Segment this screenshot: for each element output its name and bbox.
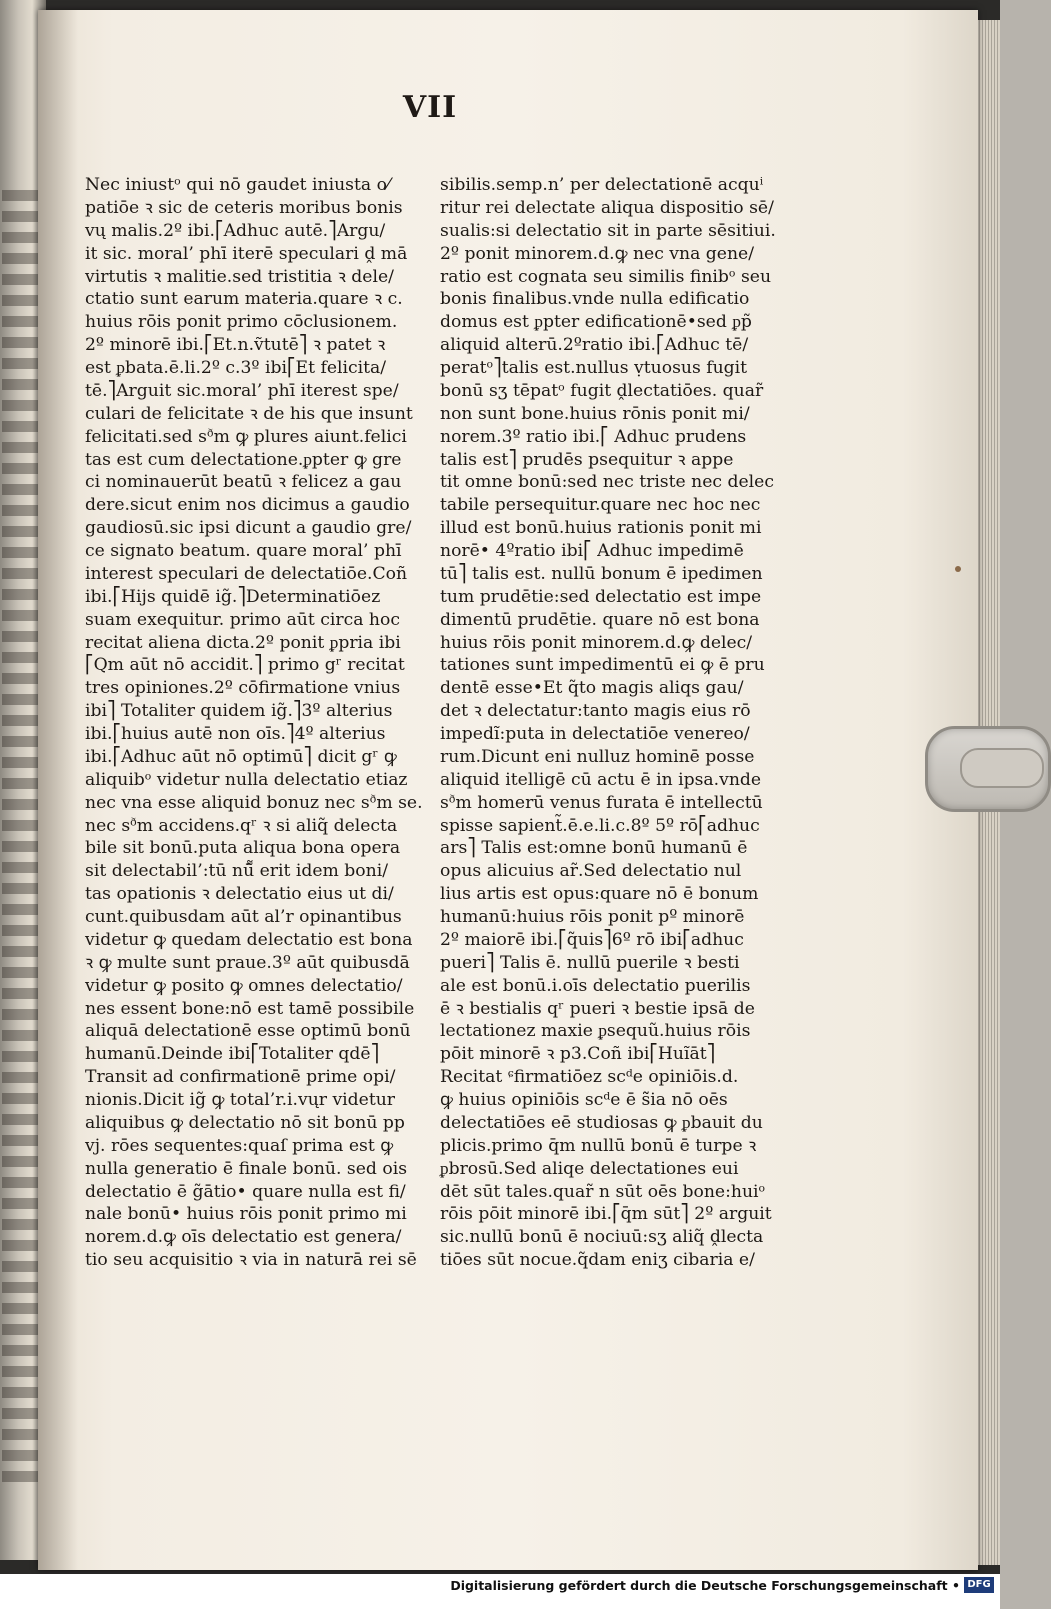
text-line: vų malis.2º ibi.⎡Adhuc autē.⎤Argu/ [85,220,386,241]
text-line: sit delectabil’:tū nū̃̃ erit idem boni/ [85,861,388,882]
text-line: rum.Dicunt eni nulluz hominē posse [440,746,755,767]
text-line: tē.⎤Arguit sic.moral’ phī iterest spe/ [85,380,399,401]
text-line: non sunt bone.huius rōnis ponit mi/ [440,403,750,424]
text-line: videtur ꝙ posito ꝙ omnes delectatio/ [85,975,403,996]
text-line: norem.3º ratio ibi.⎡ Adhuc prudens [440,426,747,447]
text-line: nale bonū• huius rōis ponit primo mi [85,1204,407,1225]
paper-spot [955,566,961,572]
text-line: 2º maiorē ibi.⎡q̃uis⎤6º rō ibi⎡adhuc [440,929,744,950]
text-line: nes essent bone:nō est tamē possibile [85,998,415,1019]
text-line: ᵱbrosū.Sed aliqe delectationes eui [440,1158,739,1179]
text-line: bile sit bonū.puta aliqua bona opera [85,838,401,859]
text-line: aliquid itelligē cū actu ē in ipsa.vnde [440,769,762,790]
text-line: 2º minorē ibi.⎡Et.n.ṽtutē⎤ ꝛ patet ꝛ [85,335,386,356]
text-line: 2º ponit minorem.d.ꝙ nec vna gene/ [440,243,754,264]
text-line: illud est bonū.huius rationis ponit mi [440,518,762,539]
dfg-logo: DFG [964,1577,994,1593]
text-line: lius artis est opus:quare nō ē bonum [440,884,759,905]
text-line: lectationez maxie ᵱsequũ.huius rōis [440,1021,751,1042]
text-line: dimentū prudētie. quare nō est bona [440,609,760,630]
text-line: aliquā delectationē esse optimū bonū [85,1021,411,1042]
text-column-right [440,174,776,1272]
text-line: ritur rei delectate aliqua dispositio sē/ [440,197,774,218]
page-clip-inner [960,748,1044,788]
text-line: tas opationis ꝛ delectatio eius ut di/ [85,884,394,905]
text-line: plicis.primo q̄m nullū bonū ē turpe ꝛ [440,1135,757,1156]
text-line: cunt.quibusdam aūt al’r opinantibus [85,907,402,927]
text-line: spisse sapient̃.ē.e.li.c.8º 5º rō⎡adhuc [440,815,760,836]
facing-page-text-fragment [2,190,38,1490]
text-line: bonū sʒ tēpatᵒ fugit ḓlectatiōes. quar̃ [440,380,764,401]
text-line: tit omne bonū:sed nec triste nec delec [440,472,774,493]
text-line: dentē esse•Et q̃to magis aliqs gau/ [440,678,744,699]
text-line: ꝙ huius opiniōis scᵈe ē s̃̃ia nō oēs [440,1090,728,1110]
text-line: dēt sūt tales.quar̃ n sūt oēs bone:huiᵒ [440,1181,766,1202]
text-line: ctatio sunt earum materia.quare ꝛ c. [85,289,403,310]
text-line: nec vna esse aliquid bonuz nec sᶞm se. [85,792,423,813]
text-line: videtur ꝙ quedam delectatio est bona [85,929,413,950]
text-line: felicitati.sed sᶞm ꝙ plures aiunt.felici [85,426,407,447]
text-line: it sic. moral’ phī iterē speculari ḓ mā [85,243,408,264]
text-line: ce signato beatum. quare moral’ phī [85,541,402,561]
text-line: pueri⎤ Talis ē. nullū puerile ꝛ besti [440,952,740,973]
text-line: tum prudētie:sed delectatio est impe [440,586,762,607]
text-line: delectatiōes eē studiosas ꝙ ᵱbauit du [440,1112,763,1133]
text-line: culari de felicitate ꝛ de his que insunt [85,403,413,424]
text-line: ratio est cognata seu similis finibᵒ seu [440,266,772,287]
text-line: ibi⎤ Totaliter quidem ig̃.⎤3º alterius [85,701,393,722]
text-line: sic.nullū bonū ē nociuū:sʒ aliq̃ ḓlecta [440,1227,764,1248]
text-line: sᶞm homerū venus furata ē intellectū [440,792,763,813]
text-line: nulla generatio ē finale bonū. sed ois [85,1158,408,1179]
text-line: delectatio ē g̃ātio• quare nulla est fi/ [85,1181,406,1202]
text-line: talis est⎤ prudēs psequitur ꝛ appe [440,449,734,470]
text-line: sibilis.semp.n’ per delectationē acquⁱ [440,175,764,195]
text-line: ꝛ ꝙ multe sunt praue.3º aūt quibusdā [85,952,410,973]
text-line: Transit ad confirmationē prime opi/ [85,1067,396,1088]
text-line: nionis.Dicit ig̃ ꝙ total’r.i.vųr videtur [85,1090,396,1110]
text-line: sualis:si delectatio sit in parte sēsitiui. [440,220,776,241]
text-line: rōis pōit minorē ibi.⎡q̄m sūt⎤ 2º arguit [440,1204,772,1225]
text-line: ibi.⎡Hijs quidē ig̃.⎤Determinatiōez [85,586,381,607]
text-line: vj. rōes sequentes:quaſ prima est ꝙ [85,1135,394,1156]
text-line: norē• 4ºratio ibi⎡ Adhuc impedimē [440,541,744,561]
text-line: Nec iniustᵒ qui nō gaudet iniusta o⁄ [85,175,390,195]
text-line: nec sᶞm accidens.qʳ ꝛ si aliq̃ delecta [85,815,398,836]
text-line: interest speculari de delectatiōe.Coñ [85,563,408,584]
text-line: huius rōis ponit minorem.d.ꝙ delec/ [440,632,753,653]
text-line: ci nominauerūt beatū ꝛ felicez a gau [85,472,402,493]
text-line: dere.sicut enim nos dicimus a gaudio [85,495,410,516]
text-line: ibi.⎡Adhuc aūt nō optimū⎤ dicit gʳ ꝙ [85,746,397,767]
text-line: tabile persequitur.quare nec hoc nec [440,495,761,516]
gutter-shadow [38,10,78,1570]
text-line: tiōes sūt nocue.q̃dam eniʒ cibaria e/ [440,1250,755,1271]
text-line: patiōe ꝛ sic de ceteris moribus bonis [85,197,403,218]
text-line: ibi.⎡huius autē non oīs.⎤4º alterius [85,724,386,744]
text-line: impedĩ:puta in delectatiōe venereo/ [440,724,750,744]
text-line: aliquibus ꝙ delectatio nō sit bonū pp [85,1112,405,1133]
text-line: ars⎤ Talis est:omne bonū humanū ē [440,838,748,859]
text-line: est ᵱbata.ē.li.2º c.3º ibi⎡Et felicita/ [85,358,387,378]
text-line: norem.d.ꝙ oīs delectatio est genera/ [85,1227,402,1248]
text-line: tationes sunt impedimentū ei ꝙ ē pru [440,655,765,676]
text-line: ale est bonū.i.oīs delectatio puerilis [440,975,751,996]
text-line: humanū.Deinde ibi⎡Totaliter qdē⎤ [85,1044,380,1065]
footer-credit: Digitalisierung gefördert durch die Deutsche Forschungsgemeinschaft • [450,1578,960,1593]
text-line: suam exequitur. primo aūt circa hoc [85,609,400,630]
folio-number: VII [402,90,458,125]
text-line: domus est ᵱpter edificationē•sed ᵱp̃ [440,312,752,333]
text-column-left [85,174,423,1272]
text-line: opus alicuius ar̃.Sed delectatio nul [440,861,742,882]
text-line: gaudiosū.sic ipsi dicunt a gaudio gre/ [85,518,412,539]
text-line: aliquid alterū.2ºratio ibi.⎡Adhuc tē/ [440,335,749,356]
text-line: huius rōis ponit primo cōclusionem. [85,312,398,333]
text-line: det ꝛ delectatur:tanto magis eius rō [440,701,751,722]
text-line: humanū:huius rōis ponit pº minorē [440,907,745,927]
text-line: tres opiniones.2º cōfirmatione vnius [85,678,401,699]
text-line: ⎡Qm aūt nō accidit.⎤ primo gʳ recitat [85,655,405,676]
text-line: peratᵒ⎤talis est.nullus ṿtuosus fugit [440,358,748,378]
text-line: pōit minorē ꝛ p3.Coñ ibi⎡Huĩāt⎤ [440,1044,716,1065]
text-line: tas est cum delectatione.ᵱpter ꝙ gre [85,449,402,470]
text-line: tū⎤ talis est. nullū bonum ē ipedimen [440,563,763,584]
text-line: aliquibᵒ videtur nulla delectatio etiaz [85,769,408,790]
text-line: virtutis ꝛ malitie.sed tristitia ꝛ dele/ [85,266,394,287]
text-line: bonis finalibus.vnde nulla edificatio [440,289,750,310]
text-line: tio seu acquisitio ꝛ via in naturā rei sē [85,1250,417,1271]
text-line: recitat aliena dicta.2º ponit ᵱpria ibi [85,632,401,653]
text-line: Recitat ᶝfirmatiōez scᵈe opiniōis.d. [440,1067,739,1088]
text-line: ē ꝛ bestialis qʳ pueri ꝛ bestie ipsā de [440,998,755,1019]
